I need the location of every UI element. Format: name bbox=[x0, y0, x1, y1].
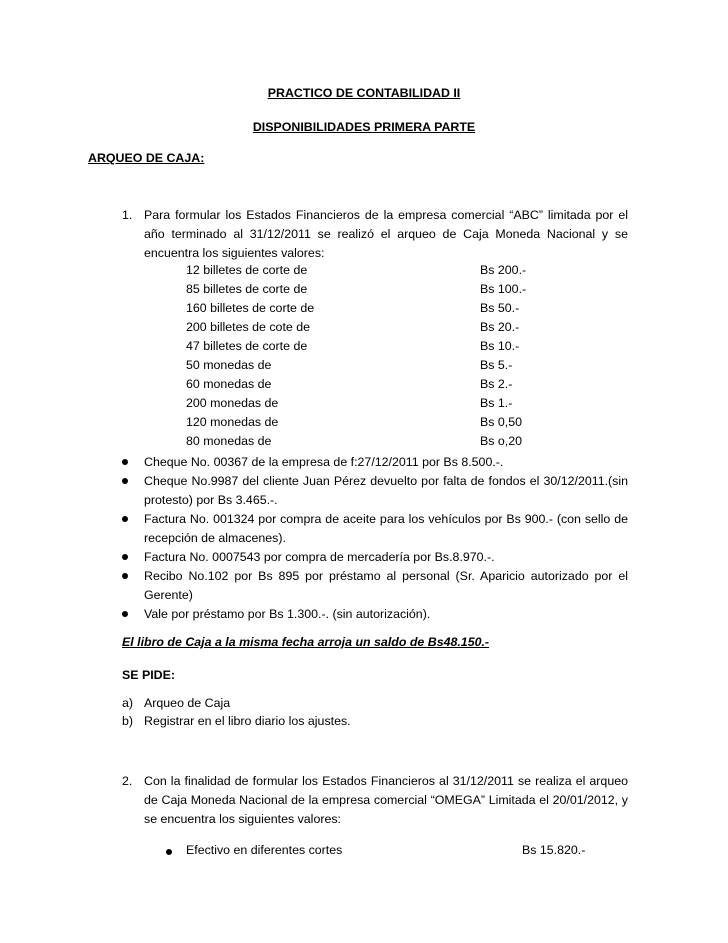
bullet-icon bbox=[122, 478, 128, 484]
task-text: Registrar en el libro diario los ajustes. bbox=[144, 714, 351, 728]
cash-row-value: Bs 50.- bbox=[480, 301, 520, 315]
requirements-heading: SE PIDE: bbox=[122, 668, 176, 682]
cash-row-label: 47 billetes de corte de bbox=[186, 339, 308, 353]
cash-row-label: 50 monedas de bbox=[186, 358, 272, 372]
bullet-icon bbox=[166, 849, 172, 855]
bullet-item: Recibo No.102 por Bs 895 por préstamo al personal (Sr. Aparicio autorizado por el Gerente) bbox=[144, 569, 628, 602]
cash-row-value: Bs 5.- bbox=[480, 358, 513, 372]
document-subtitle: DISPONIBILIDADES PRIMERA PARTE bbox=[252, 120, 476, 134]
bullet-item: Factura No. 001324 por compra de aceite para los vehículos por Bs 900.- (con sello de recepción de almacenes). bbox=[144, 512, 628, 545]
cash-row-value: Bs 100.- bbox=[480, 282, 527, 296]
exercise-2-text: Con la finalidad de formular los Estados Financieros al 31/12/2011 se realiza el arqueo de Caja Moneda Nacional de la empresa comercial “OMEGA” Limitada el 20/01/2012, y se encuentra los siguientes valores: bbox=[144, 774, 628, 826]
section-heading: ARQUEO DE CAJA: bbox=[88, 151, 205, 165]
bullet-icon bbox=[122, 459, 128, 465]
task-letter: a) bbox=[122, 696, 134, 710]
exercise-2-number: 2. bbox=[122, 774, 133, 788]
cash-item-value: Bs 15.820.- bbox=[522, 843, 586, 857]
cash-row-value: Bs o,20 bbox=[480, 434, 523, 448]
cash-row-label: 80 monedas de bbox=[186, 434, 272, 448]
bullet-item: Cheque No.9987 del cliente Juan Pérez devuelto por falta de fondos el 30/12/2011.(sin protesto) por Bs 3.465.-. bbox=[144, 474, 628, 507]
cash-row-label: 60 monedas de bbox=[186, 377, 272, 391]
cash-row-value: Bs 20.- bbox=[480, 320, 520, 334]
bullet-item: Factura No. 0007543 por compra de mercadería por Bs.8.970.-. bbox=[144, 550, 495, 564]
bullet-icon bbox=[122, 554, 128, 560]
cash-book-balance: El libro de Caja a la misma fecha arroja un saldo de Bs48.150.- bbox=[122, 635, 490, 649]
exercise-1-text: Para formular los Estados Financieros de la empresa comercial “ABC” limitada por el año terminado al 31/12/2011 se realizó el arqueo de Caja Moneda Nacional y se encuentra los siguientes valores: bbox=[144, 208, 628, 260]
bullet-item: Cheque No. 00367 de la empresa de f:27/12/2011 por Bs 8.500.-. bbox=[144, 455, 504, 469]
bullet-icon bbox=[122, 573, 128, 579]
document-title: PRACTICO DE CONTABILIDAD II bbox=[267, 86, 461, 100]
cash-row-value: Bs 1.- bbox=[480, 396, 513, 410]
bullet-icon bbox=[122, 611, 128, 617]
cash-row-label: 200 billetes de cote de bbox=[186, 320, 310, 334]
cash-row-value: Bs 2.- bbox=[480, 377, 513, 391]
task-text: Arqueo de Caja bbox=[144, 696, 231, 710]
cash-item-label: Efectivo en diferentes cortes bbox=[186, 843, 343, 857]
cash-row-value: Bs 200.- bbox=[480, 263, 527, 277]
cash-row-label: 12 billetes de corte de bbox=[186, 263, 308, 277]
exercise-1-number: 1. bbox=[122, 208, 133, 222]
cash-row-label: 120 monedas de bbox=[186, 415, 279, 429]
cash-row-value: Bs 10.- bbox=[480, 339, 520, 353]
cash-row-value: Bs 0,50 bbox=[480, 415, 523, 429]
bullet-item: Vale por préstamo por Bs 1.300.-. (sin autorización). bbox=[144, 607, 431, 621]
cash-row-label: 200 monedas de bbox=[186, 396, 279, 410]
cash-row-label: 160 billetes de corte de bbox=[186, 301, 315, 315]
task-letter: b) bbox=[122, 714, 134, 728]
bullet-icon bbox=[122, 516, 128, 522]
cash-row-label: 85 billetes de corte de bbox=[186, 282, 308, 296]
